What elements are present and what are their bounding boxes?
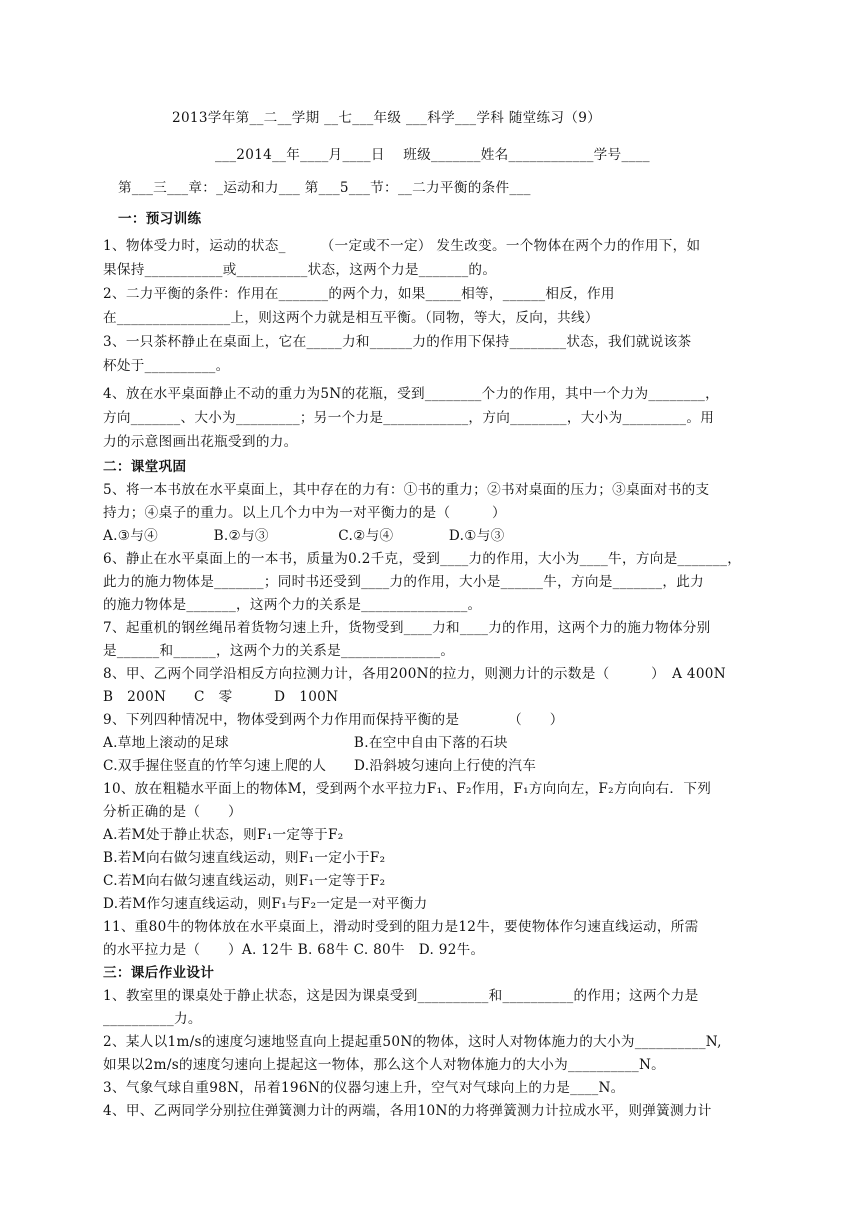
s2-line: 的施力物体是_______，这两个力的关系是_______________。 [103, 597, 482, 613]
s2-line: 持力；④桌子的重力。以上几个力中为一对平衡力的是（ ） [103, 505, 506, 521]
section-1-title: 一：预习训练 [118, 211, 202, 227]
s3-line: 1、教室里的课桌处于静止状态，这是因为课桌受到__________和__________的作用；这两个力是 [103, 988, 699, 1004]
header-line-1: 2013学年第__二__学期 __七___年级 ___科学___学科 随堂练习（9） [172, 110, 602, 126]
s1-line: 2、二力平衡的条件：作用在_______的两个力，如果_____相等，______相反，作用 [103, 286, 615, 302]
s3-line: __________力。 [103, 1011, 202, 1027]
chapter-line: 第___三___章：_运动和力___ 第___5___节：__二力平衡的条件___ [118, 180, 531, 196]
s1-line: 方向_______、大小为_________；另一个力是____________，方向________，大小为_________。用 [103, 410, 715, 426]
s2-line: B.若M向右做匀速直线运动，则F₁一定小于F₂ [103, 850, 386, 866]
s3-line: 3、气象气球自重98N，吊着196N的仪器匀速上升，空气对气球向上的力是____N。 [103, 1080, 625, 1096]
s2-line: 7、起重机的钢丝绳吊着货物匀速上升，货物受到____力和____力的作用，这两个力的施力物体分别 [103, 620, 711, 636]
s2-line: 分析正确的是（ ） [103, 804, 242, 820]
s2-line: 9、下列四种情况中，物体受到两个力作用而保持平衡的是 （ ） [103, 712, 564, 728]
s2-line: 10、放在粗糙水平面上的物体M，受到两个水平拉力F₁、F₂作用，F₁方向向左，F₂方向向右．下列 [103, 781, 712, 797]
s3-line: 2、某人以1m/s的速度匀速地竖直向上提起重50N的物体，这时人对物体施力的大小为__________N, [103, 1034, 722, 1050]
s3-line: 如果以2m/s的速度匀速向上提起这一物体，那么这个人对物体施力的大小为__________N。 [103, 1057, 666, 1073]
s2-line: 8、甲、乙两个同学沿相反方向拉测力计，各用200N的拉力，则测力计的示数是（ ） A 400N [103, 666, 726, 682]
s3-line: 4、甲、乙两同学分别拉住弹簧测力计的两端，各用10N的力将弹簧测力计拉成水平，则弹簧测力计 [103, 1103, 712, 1119]
s2-line: 的水平拉力是（ ）A. 12牛 B. 68牛 C. 80牛 D. 92牛。 [103, 942, 485, 958]
s2-line: C.双手握住竖直的竹竿匀速上爬的人 D.沿斜坡匀速向上行使的汽车 [103, 758, 537, 774]
s1-line: 力的示意图画出花瓶受到的力。 [103, 434, 298, 450]
s1-line: 杯处于__________。 [103, 358, 230, 374]
header-line-2: ___2014__年____月____日 班级_______姓名____________学号____ [215, 147, 650, 163]
s1-line: 4、放在水平桌面静止不动的重力为5N的花瓶，受到________个力的作用，其中一个力为________， [103, 386, 720, 402]
s1-line: 1、物体受力时，运动的状态_ （一定或不一定） 发生改变。一个物体在两个力的作用下，如 [103, 238, 701, 254]
s2-line: A.若M处于静止状态，则F₁一定等于F₂ [103, 827, 344, 843]
s2-line: B 200N C 零 D 100N [103, 689, 339, 705]
s2-line: 11、重80牛的物体放在水平桌面上，滑动时受到的阻力是12牛，要使物体作匀速直线运动，所需 [103, 919, 699, 935]
s2-line: 6、静止在水平桌面上的一本书，质量为0.2千克，受到____力的作用，大小为____牛，方向是_______， [103, 551, 742, 567]
s2-line: D.若M作匀速直线运动，则F₁与F₂一定是一对平衡力 [103, 896, 428, 912]
s2-line: 是______和______，这两个力的关系是______________。 [103, 643, 455, 659]
s2-line: A.草地上滚动的足球 B.在空中自由下落的石块 [103, 735, 508, 751]
section-2-title: 二：课堂巩固 [103, 459, 187, 475]
section-3-title: 三：课后作业设计 [103, 965, 215, 981]
s2-line: C.若M向右做匀速直线运动，则F₁一定等于F₂ [103, 873, 386, 889]
s1-line: 果保持___________或__________状态，这两个力是_______的。 [103, 262, 497, 278]
s2-line: 5、将一本书放在水平桌面上，其中存在的力有：①书的重力；②书对桌面的压力；③桌面对书的支 [103, 482, 710, 498]
s1-line: 在________________上，则这两个力就是相互平衡。（同物，等大，反向，共线） [103, 310, 599, 326]
s1-line: 3、一只茶杯静止在桌面上，它在_____力和______力的作用下保持________状态，我们就说该茶 [103, 334, 692, 350]
s2-line: 此力的施力物体是_______；同时书还受到____力的作用，大小是______牛，方向是_______，此力 [103, 574, 705, 590]
s2-line: A.③与④ B.②与③ C.②与④ D.①与③ [103, 528, 505, 544]
